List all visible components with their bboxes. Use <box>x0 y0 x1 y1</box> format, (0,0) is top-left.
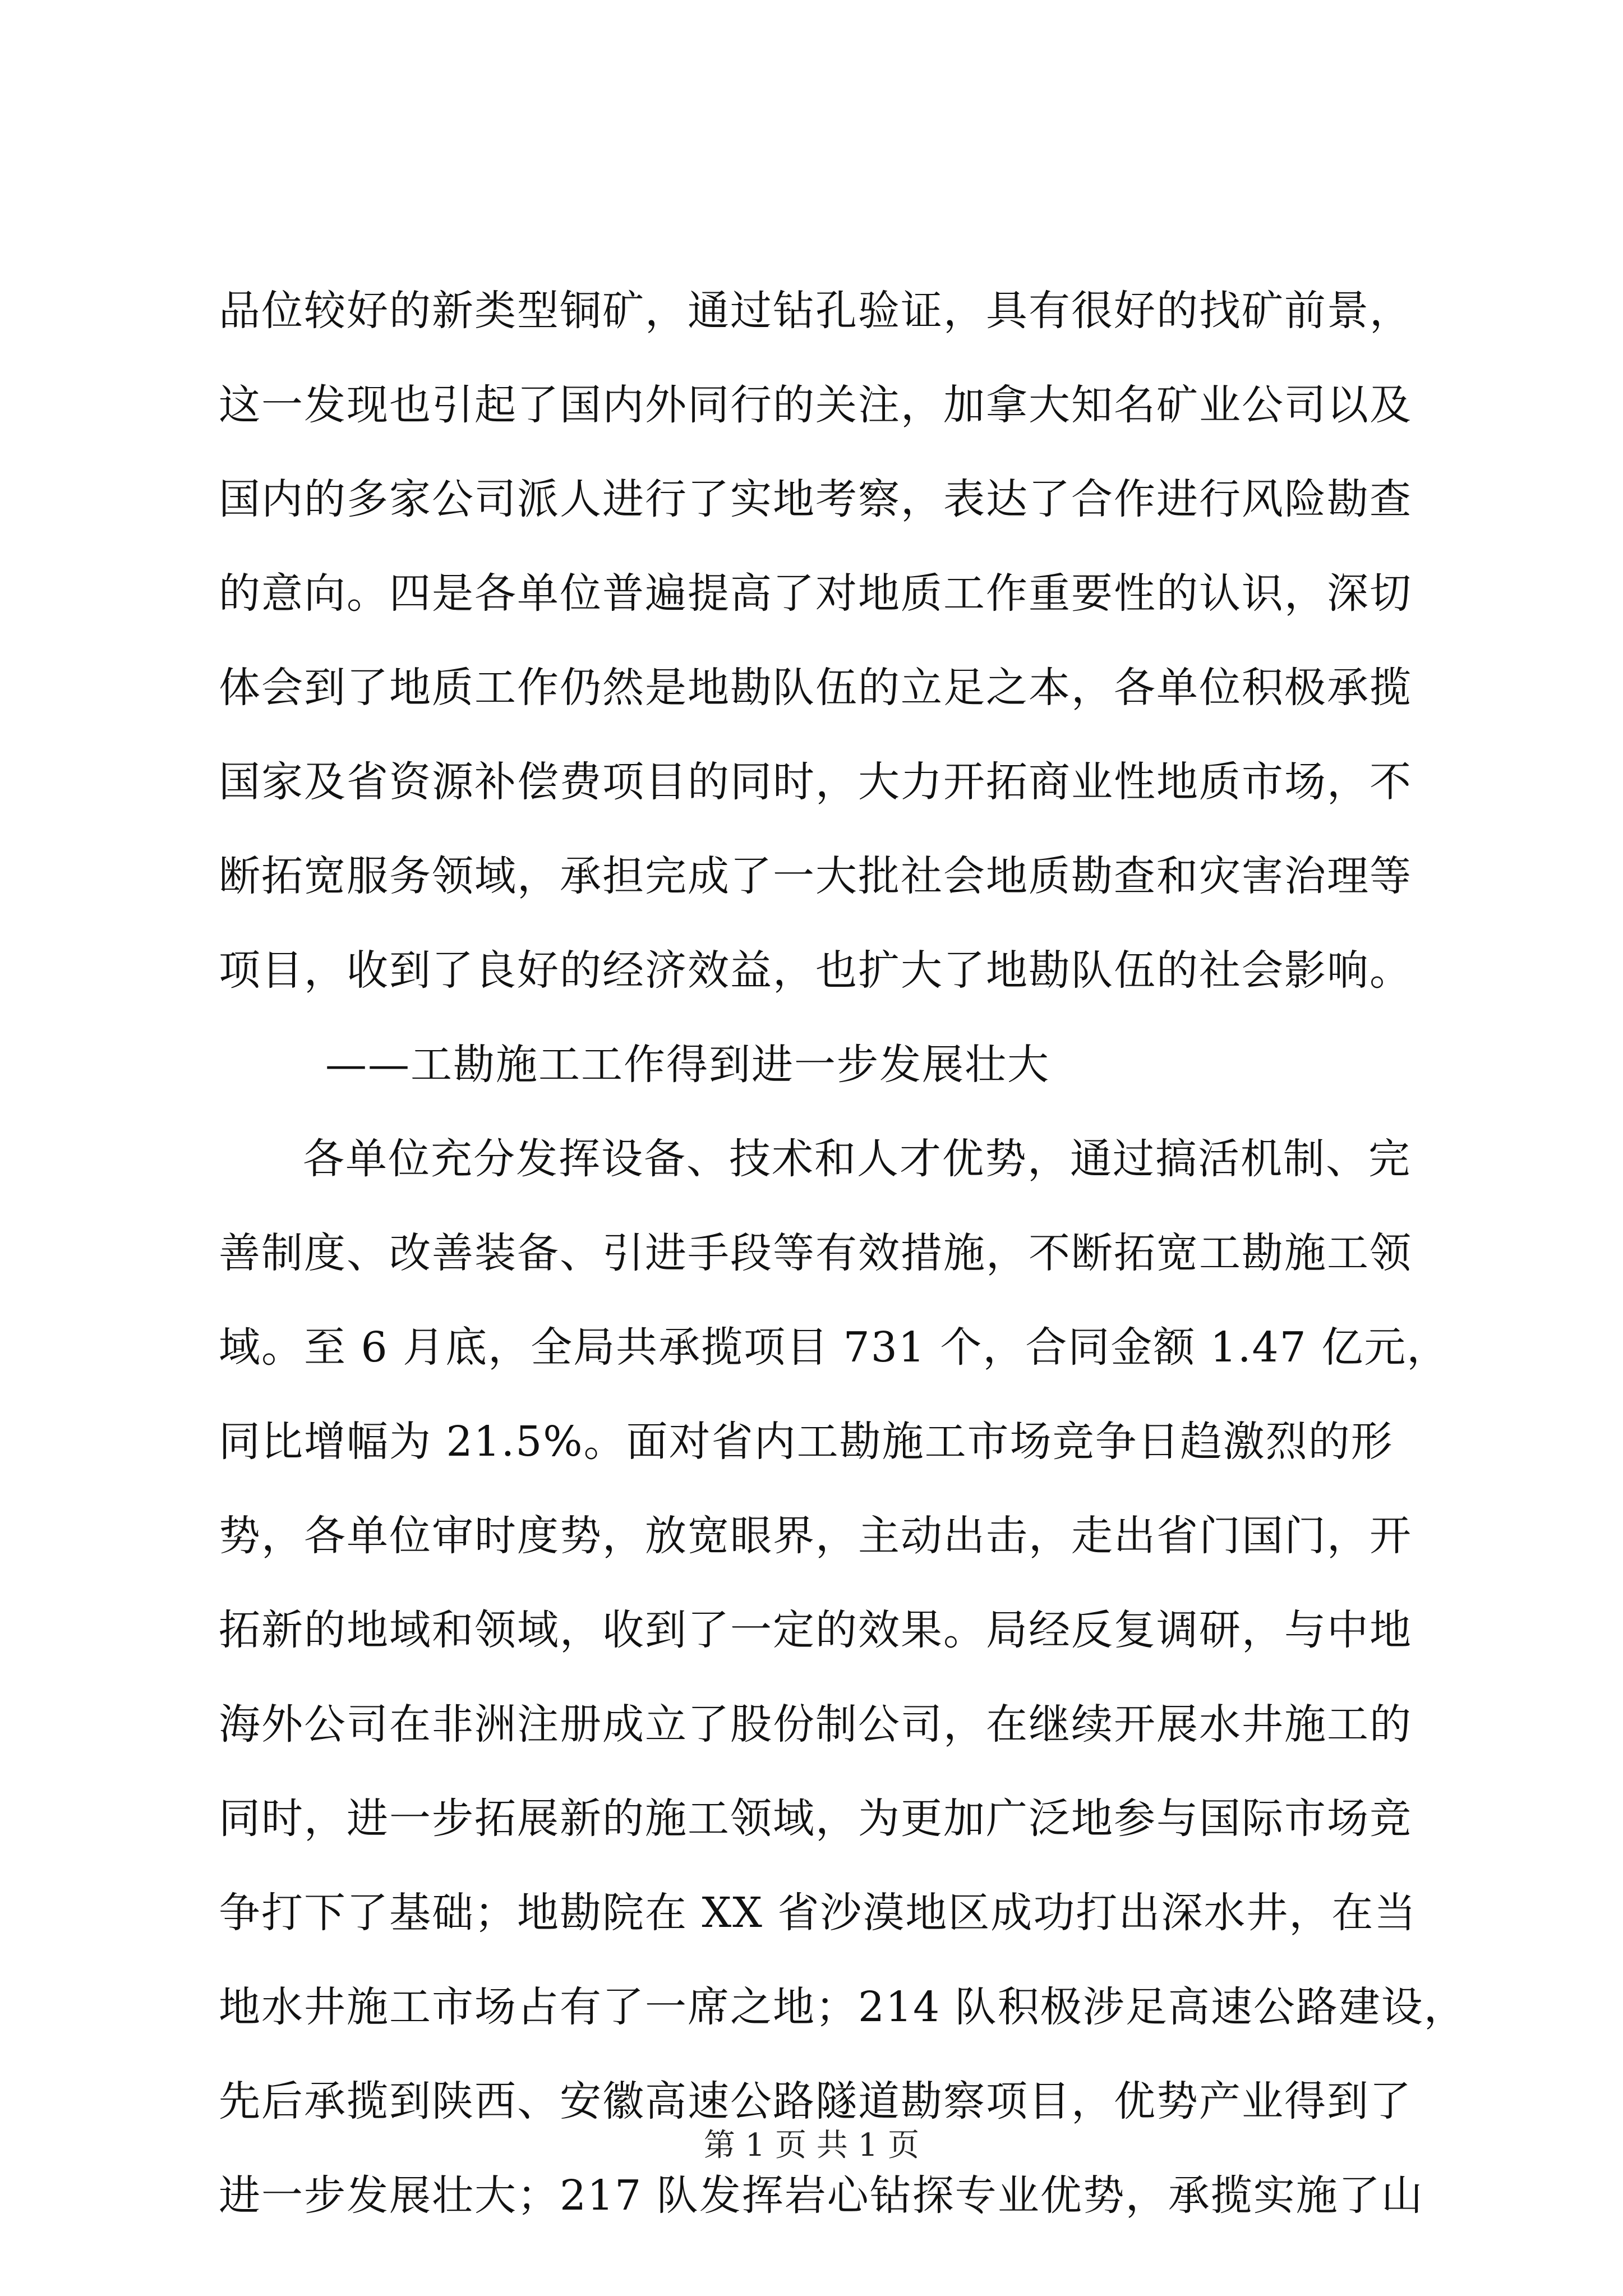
page-footer <box>0 2120 1623 2165</box>
text-line: 先后承揽到陕西、安徽高速公路隧道勘察项目，优势产业得到了 <box>219 2077 1412 2125</box>
text-line: 争打下了基础；地勘院在 XX 省沙漠地区成功打出深水井，在当 <box>219 1889 1417 1937</box>
text-line: 地水井施工市场占有了一席之地；214 队积极涉足高速公路建设， <box>219 1983 1467 2031</box>
text-line: 体会到了地质工作仍然是地勘队伍的立足之本，各单位积极承揽 <box>219 664 1412 712</box>
text-line: 断拓宽服务领域，承担完成了一大批社会地质勘查和灾害治理等 <box>219 852 1412 900</box>
text-line: 域。至 6 月底，全局共承揽项目 731 个，合同金额 1.47 亿元， <box>219 1323 1450 1372</box>
text-line: 项目，收到了良好的经济效益，也扩大了地勘队伍的社会影响。 <box>219 946 1412 995</box>
text-line: 海外公司在非洲注册成立了股份制公司，在继续开展水井施工的 <box>219 1700 1412 1749</box>
text-line: 同时，进一步拓展新的施工领域，为更加广泛地参与国际市场竞 <box>219 1795 1412 1843</box>
text-line: 拓新的地域和领域，收到了一定的效果。局经反复调研，与中地 <box>219 1606 1412 1654</box>
text-line: 的意向。四是各单位普遍提高了对地质工作重要性的认识，深切 <box>219 569 1412 618</box>
text-line: 善制度、改善装备、引进手段等有效措施，不断拓宽工勘施工领 <box>219 1229 1412 1277</box>
page-number-label: 第 1 页 共 1 页 <box>703 2127 920 2164</box>
text-line: 国家及省资源补偿费项目的同时，大力开拓商业性地质市场，不 <box>219 758 1412 806</box>
text-line: 品位较好的新类型铜矿，通过钻孔验证，具有很好的找矿前景， <box>219 287 1412 335</box>
text-line: 同比增幅为 21.5%。面对省内工勘施工市场竞争日趋激烈的形 <box>219 1418 1394 1466</box>
text-line: 这一发现也引起了国内外同行的关注，加拿大知名矿业公司以及 <box>219 381 1412 429</box>
text-line: 势，各单位审时度势，放宽眼界，主动出击，走出省门国门，开 <box>219 1512 1412 1560</box>
body-text <box>219 264 1467 2243</box>
paragraph-first-line: 各单位充分发挥设备、技术和人才优势，通过搞活机制、完 <box>303 1135 1411 1183</box>
text-line: 进一步发展壮大；217 队发挥岩心钻探专业优势，承揽实施了山 <box>219 2171 1424 2220</box>
text-line: 国内的多家公司派人进行了实地考察，表达了合作进行风险勘查 <box>219 475 1412 523</box>
section-heading: ——工勘施工工作得到进一步发展壮大 <box>325 1041 1050 1089</box>
